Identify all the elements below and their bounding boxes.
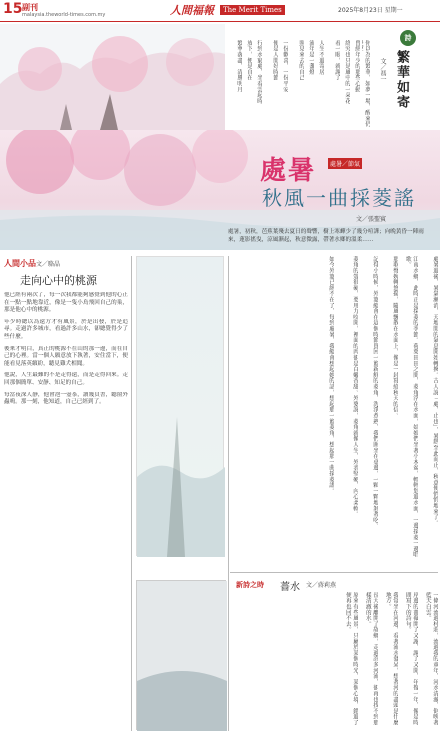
middle-article-column: 江南水鄉，此時正是採菱的季節。荷葉田田之間，菱角浮在水面，姑娘們坐著小木盆，輕輕划過水面，一邊採菱一邊唱歌。 <box>404 256 418 558</box>
poem-line: 放下，便是自在 <box>246 40 252 81</box>
page-number: 15 <box>3 1 23 17</box>
hero-lead: 處暑，初秋，芭蕉葉殘去夏日的聲響，樹上寒蟬少了幾分喧譁；向晚黃昏一陣雨來，蓮影搖曳，涼風漸起，秋意微露，帶著水鄉的溫柔…… <box>228 229 424 243</box>
middle-article-column: 菱角的殼很硬，要用力咬開，裡面的肉卻是白嫩香甜。外婆說，菱角就像人生，外表堅硬，內心柔軟。 <box>352 256 358 517</box>
bottom-article-kicker: 新詩之時 <box>236 581 264 589</box>
poem-title: 繁華如寄 <box>394 50 409 110</box>
middle-article-column: 處暑過後，暑氣漸消，天地間的氣息開始轉換。古人說「處，止也」，暑熱至此而止，秋意便悄悄地來了。 <box>432 256 438 526</box>
paragraph: 他已經有兩次了，每一次我都能夠感覺到他的心正在一點一點地靠近，像是一隻小鳥飛回自己的巢，那是他心中的桃源。 <box>4 292 128 314</box>
poem-line: 你以為的繁華，如夢一場，醒來仍 <box>364 40 370 127</box>
column-divider <box>228 256 229 731</box>
bottom-article-column: 岸邊的薔薇開了又謝，謝了又開，年復一年，像是時間寫下的詩句。 <box>404 592 418 726</box>
left-article-body <box>4 292 128 732</box>
poem-line: 終究也只是風中的一朵花 <box>344 40 350 104</box>
bottom-article-title: 薔水 <box>280 582 300 593</box>
bottom-article-column: 長大後離開了故鄉，走過許多河流，卻再也找不到那樣清澈的水。 <box>364 592 378 726</box>
bottom-photo <box>136 580 226 730</box>
website: malaysia.theworld-times.com.my <box>22 12 106 18</box>
middle-photo <box>136 256 224 556</box>
paragraph: 後來才明白，真正的桃源不在山的那一邊，而在自己的心裡。當一個人願意放下執著，安住當下，便能看見落英繽紛，聽見雞犬相聞。 <box>4 345 128 367</box>
masthead-en: The Merit Times <box>220 5 285 15</box>
poem-author: 文／馮一 <box>379 58 386 82</box>
poem-line: 曾經年少的那些心動 <box>354 40 360 93</box>
hero-author: 文／張聖賓 <box>356 216 387 223</box>
middle-article-column: 那歌聲婉轉悠揚，隨風飄散在水面上，像是一封寫給秋天的信。 <box>392 256 398 419</box>
hero-title: 處暑 <box>260 156 317 186</box>
poem-icon: 詩 <box>400 30 416 46</box>
bottom-article-author: 文／蔣莉燕 <box>306 582 337 589</box>
poem-line: 一份歡喜，一份平安 <box>282 40 288 93</box>
blossom-photo <box>0 24 225 130</box>
poem-line: 人生不過寄居 <box>318 40 324 75</box>
poem-line: 便是人間好時節 <box>272 40 278 81</box>
poem-line: 看一眼，就謝了 <box>334 40 340 81</box>
poem-line: 照見來去的自己 <box>298 40 304 81</box>
left-article-title: 走向心中的桃源 <box>20 274 97 287</box>
issue-date: 2025年8月23日 星期一 <box>338 7 403 14</box>
bottom-article-column: 原來有些風景，只屬於某個時光，某個心境，錯過了便再也回不去。 <box>344 592 358 726</box>
section-name: 副刊 <box>22 3 38 12</box>
bottom-article-column: 一條河流過村莊，流過我的童年，河水清澈，倒映著藍天白雲。 <box>424 592 438 726</box>
poem-line: 流年是一盞燈 <box>308 40 314 75</box>
paragraph: 年少時總以為遠方才有風景，於是出發，於是追尋。走過許多城市，看過許多山水，卻總覺得少了些什麼。 <box>4 318 128 340</box>
paragraph: 他說，人生最難的不是走得遠，而是走得回來。走回那個簡單、安靜、知足的自己。 <box>4 372 128 386</box>
section-divider <box>230 572 438 573</box>
left-article-author: 文／駱晶 <box>36 261 61 268</box>
middle-article-column: 記得小時候，外婆總會在這個時節買回一籃新鮮的菱角，洗淨煮熟，我們圍坐在桌邊，一顆一顆地剝著吃。 <box>372 256 378 529</box>
poem-line: 繁華落盡，清風明月 <box>236 40 242 93</box>
middle-article-column: 如今外婆已經不在了，每到處暑，我總會想起她的話，想起那一籃菱角，想起那一曲採菱謠。 <box>328 256 334 494</box>
hero-subtitle: 秋風一曲採菱謠 <box>262 186 416 210</box>
bottom-article-column: 我常坐在河邊，看著流水發呆，想著河的盡頭是什麼地方。 <box>384 592 398 726</box>
poem-line: 行到水窮處，坐看雲起時 <box>256 40 262 104</box>
hero-tag: 處暑／節氣 <box>328 158 362 169</box>
paragraph: 每當夜深人靜，他會泡一壺茶，讀幾頁書，聽窗外蟲鳴。那一刻，他知道，自己已經到了。 <box>4 391 128 406</box>
column-divider <box>131 256 132 731</box>
masthead: 人間福報 <box>170 4 214 17</box>
left-article-kicker: 人間小品 <box>4 259 36 268</box>
